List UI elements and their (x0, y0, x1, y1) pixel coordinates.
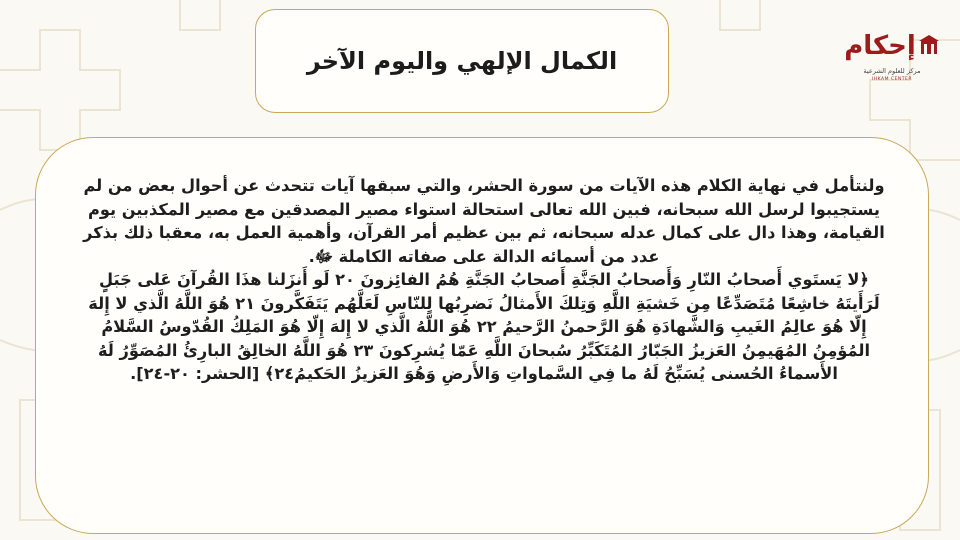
content-panel (35, 137, 929, 534)
content-text (78, 174, 890, 386)
title-banner (255, 9, 669, 113)
intro-paragraph: ولنتأمل في نهاية الكلام هذه الآيات من سورة الحشر، والتي سبقها آيات تتحدث عن أحوال بعض من لم يستجيبوا لرسل الله سبحانه، فبين الله تعالى استحالة استواء مصير المصدقين مع مصير المكذبين يوم القيامة، وهذا دال على كمال عدله سبحانه، ثم بين عظيم أمر القرآن، وأهمية العمل به، معقبا ذلك بذكر عدد من أسمائه الدالة على صفاته الكاملة ﷻ. (83, 176, 885, 266)
logo-brand: إحكام (844, 31, 916, 61)
quran-verse: ﴿لا يَستَوي أَصحابُ النّارِ وَأَصحابُ الجَنَّةِ أَصحابُ الجَنَّةِ هُمُ الفائِزونَ ٢٠ لَو أَنزَلنا هذَا القُرآنَ عَلى جَبَلٍ لَرَأَيتَهُ خاشِعًا مُتَصَدِّعًا مِن خَشيَةِ اللَّهِ وَتِلكَ الأَمثالُ نَضرِبُها لِلنّاسِ لَعَلَّهُم يَتَفَكَّرونَ ٢١ هُوَ اللَّهُ الَّذي لا إِلهَ إِلّا هُوَ عالِمُ الغَيبِ وَالشَّهادَةِ هُوَ الرَّحمنُ الرَّحيمُ ٢٢ هُوَ اللَّهُ الَّذي لا إِلهَ إِلّا هُوَ المَلِكُ القُدّوسُ السَّلامُ المُؤمِنُ المُهَيمِنُ العَزيزُ الجَبّارُ المُتَكَبِّرُ سُبحانَ اللَّهِ عَمّا يُشرِكونَ ٢٣ هُوَ اللَّهُ الخالِقُ البارِئُ المُصَوِّرُ لَهُ الأَسماءُ الحُسنى يُسَبِّحُ لَهُ ما فِي السَّماواتِ وَالأَرضِ وَهُوَ العَزيزُ الحَكيمُ٢٤﴾ [الحشر: ٢٠-٢٤]. (88, 270, 880, 383)
logo-subtitle: مركز للعلوم الشرعية (863, 67, 921, 75)
logo-tagline: IHKAM CENTER (871, 77, 913, 82)
logo-mark (842, 24, 942, 66)
page-title: الكمال الإلهي واليوم الآخر (306, 47, 618, 75)
building-icon (918, 34, 940, 56)
logo (842, 24, 942, 94)
